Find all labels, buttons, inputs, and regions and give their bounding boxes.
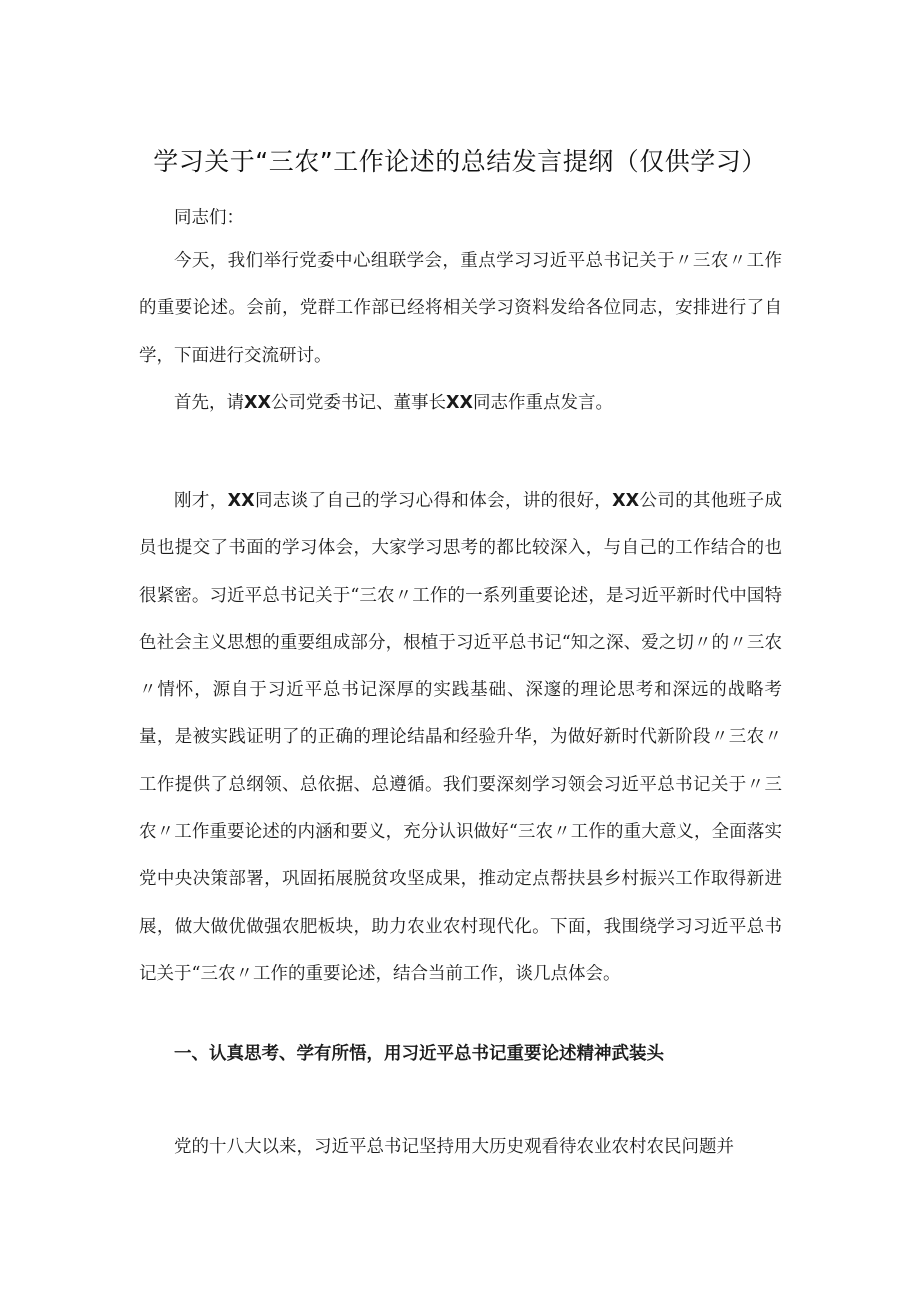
- paragraph-text: 首先，请: [174, 393, 244, 413]
- paragraph-text: 刚才，: [174, 491, 228, 511]
- placeholder-name: XX: [612, 491, 640, 511]
- section-heading: 一、认真思考、学有所悟，用习近平总书记重要论述精神武装头: [174, 1044, 664, 1064]
- paragraph-text: 同志谈了自己的学习心得和体会，讲的很好，: [254, 491, 613, 511]
- paragraph-text: 公司的其他班子成员也提交了书面的学习体会，大家学习思考的都比较深入，与自己的工作结合的也很紧密。习近平总书记关于“三农〃工作的一系列重要论述，是习近平新时代中国特色社会主义思想的重要组成部分，根植于习近平总书记“知之深、爱之切〃的〃三农〃情怀，源自于习近平总书记深厚的实践基础、深邃的理论思考和深远的战略考量，是被实践证明了的正确的理论结晶和经验升华，为做好新时代新阶段〃三农〃工作提供了总纲领、总依据、总遵循。我们要深刻学习领会习近平总书记关于〃三农〃工作重要论述的内涵和要义，充分认识做好“三农〃工作的重大意义，全面落实党中央决策部署，巩固拓展脱贫攻坚成果，推动定点帮扶县乡村振兴工作取得新进展，做大做优做强农肥板块，助力农业农村现代化。下面，我围绕学习习近平总书记关于“三农〃工作的重要论述，结合当前工作，谈几点体会。: [139, 491, 782, 984]
- document-title: 学习关于“三农”工作论述的总结发言提纲（仅供学习）: [153, 147, 767, 176]
- paragraph-text: 同志作重点发言。: [473, 393, 613, 413]
- greeting: 同志们：: [174, 208, 244, 228]
- paragraph-section-body: 党的十八大以来，习近平总书记坚持用大历史观看待农业农村农民问题并: [174, 1137, 734, 1157]
- paragraph-intro: 今天，我们举行党委中心组联学会，重点学习习近平总书记关于〃三农〃工作的重要论述。会前，党群工作部已经将相关学习资料发给各位同志，安排进行了自学，下面进行交流研讨。: [139, 251, 782, 366]
- placeholder-name: XX: [227, 491, 255, 511]
- placeholder-name: XX: [244, 393, 271, 413]
- placeholder-name: XX: [446, 393, 473, 413]
- paragraph-first-speaker: [139, 380, 782, 427]
- paragraph-summary: [139, 478, 782, 998]
- paragraph-text: 公司党委书记、董事长: [271, 393, 446, 413]
